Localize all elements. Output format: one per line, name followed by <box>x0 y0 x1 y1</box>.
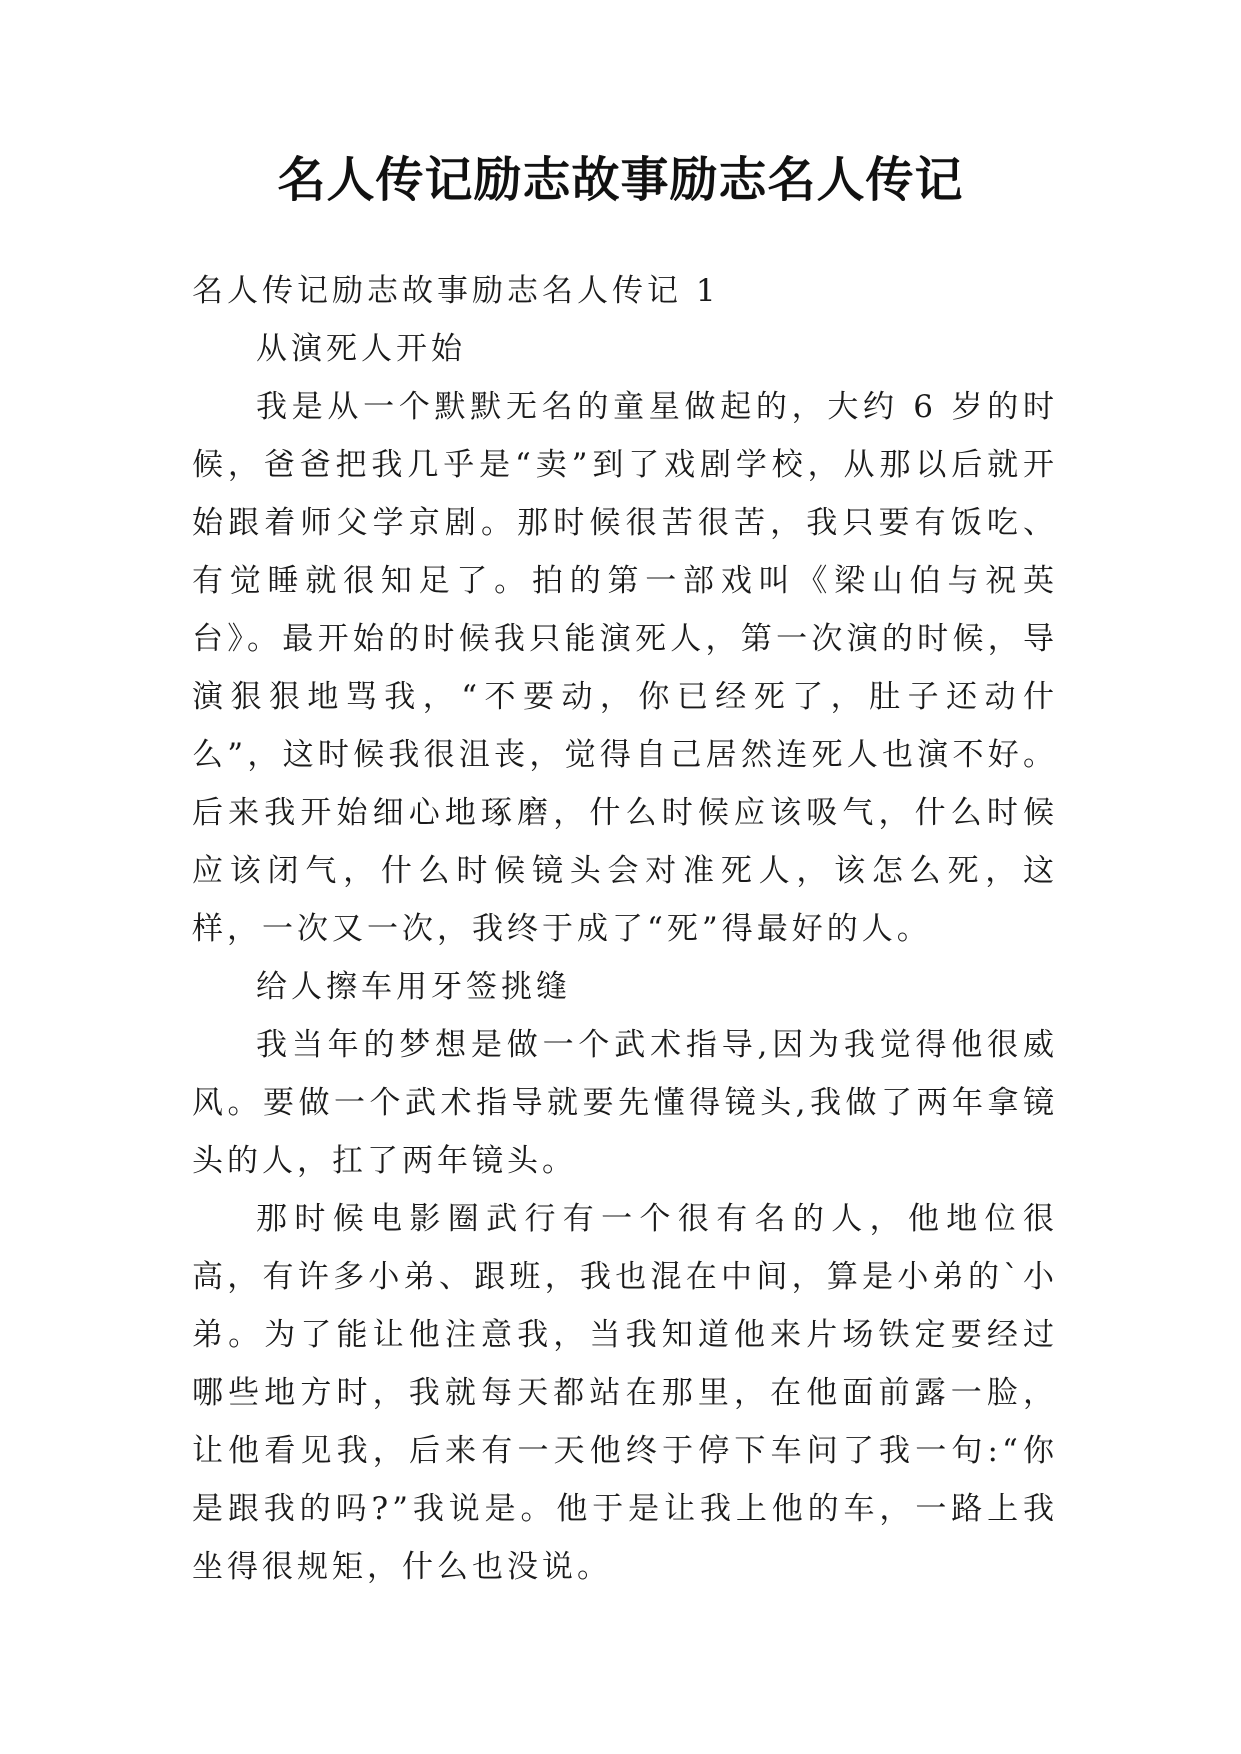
paragraph: 那时候电影圈武行有一个很有名的人，他地位很高，有许多小弟、跟班，我也混在中间，算是小弟的`小弟。为了能让他注意我，当我知道他来片场铁定要经过哪些地方时，我就每天都站在那里，在他面前露一脸，让他看见我，后来有一天他终于停下车问了我一句:“你是跟我的吗?”我说是。他于是让我上他的车，一路上我坐得很规矩，什么也没说。 <box>192 1201 1058 1585</box>
section-heading: 从演死人开始 <box>256 331 466 367</box>
document-title: 名人传记励志故事励志名人传记 <box>277 152 964 208</box>
document-body <box>192 262 1058 1596</box>
paragraph: 我当年的梦想是做一个武术指导,因为我觉得他很威风。要做一个武术指导就要先懂得镜头,我做了两年拿镜头的人，扛了两年镜头。 <box>192 1027 1058 1179</box>
paragraph: 我是从一个默默无名的童星做起的，大约 6 岁的时候，爸爸把我几乎是“卖”到了戏剧学校，从那以后就开始跟着师父学京剧。那时候很苦很苦，我只要有饭吃、有觉睡就很知足了。拍的第一部戏叫《梁山伯与祝英台》。最开始的时候我只能演死人，第一次演的时候，导演狠狠地骂我，“不要动，你已经死了，肚子还动什么”，这时候我很沮丧，觉得自己居然连死人也演不好。后来我开始细心地琢磨，什么时候应该吸气，什么时候应该闭气，什么时候镜头会对准死人，该怎么死，这样，一次又一次，我终于成了“死”得最好的人。 <box>192 389 1058 947</box>
section-heading: 给人擦车用牙签挑缝 <box>256 969 571 1005</box>
document-subtitle: 名人传记励志故事励志名人传记 1 <box>192 273 720 309</box>
